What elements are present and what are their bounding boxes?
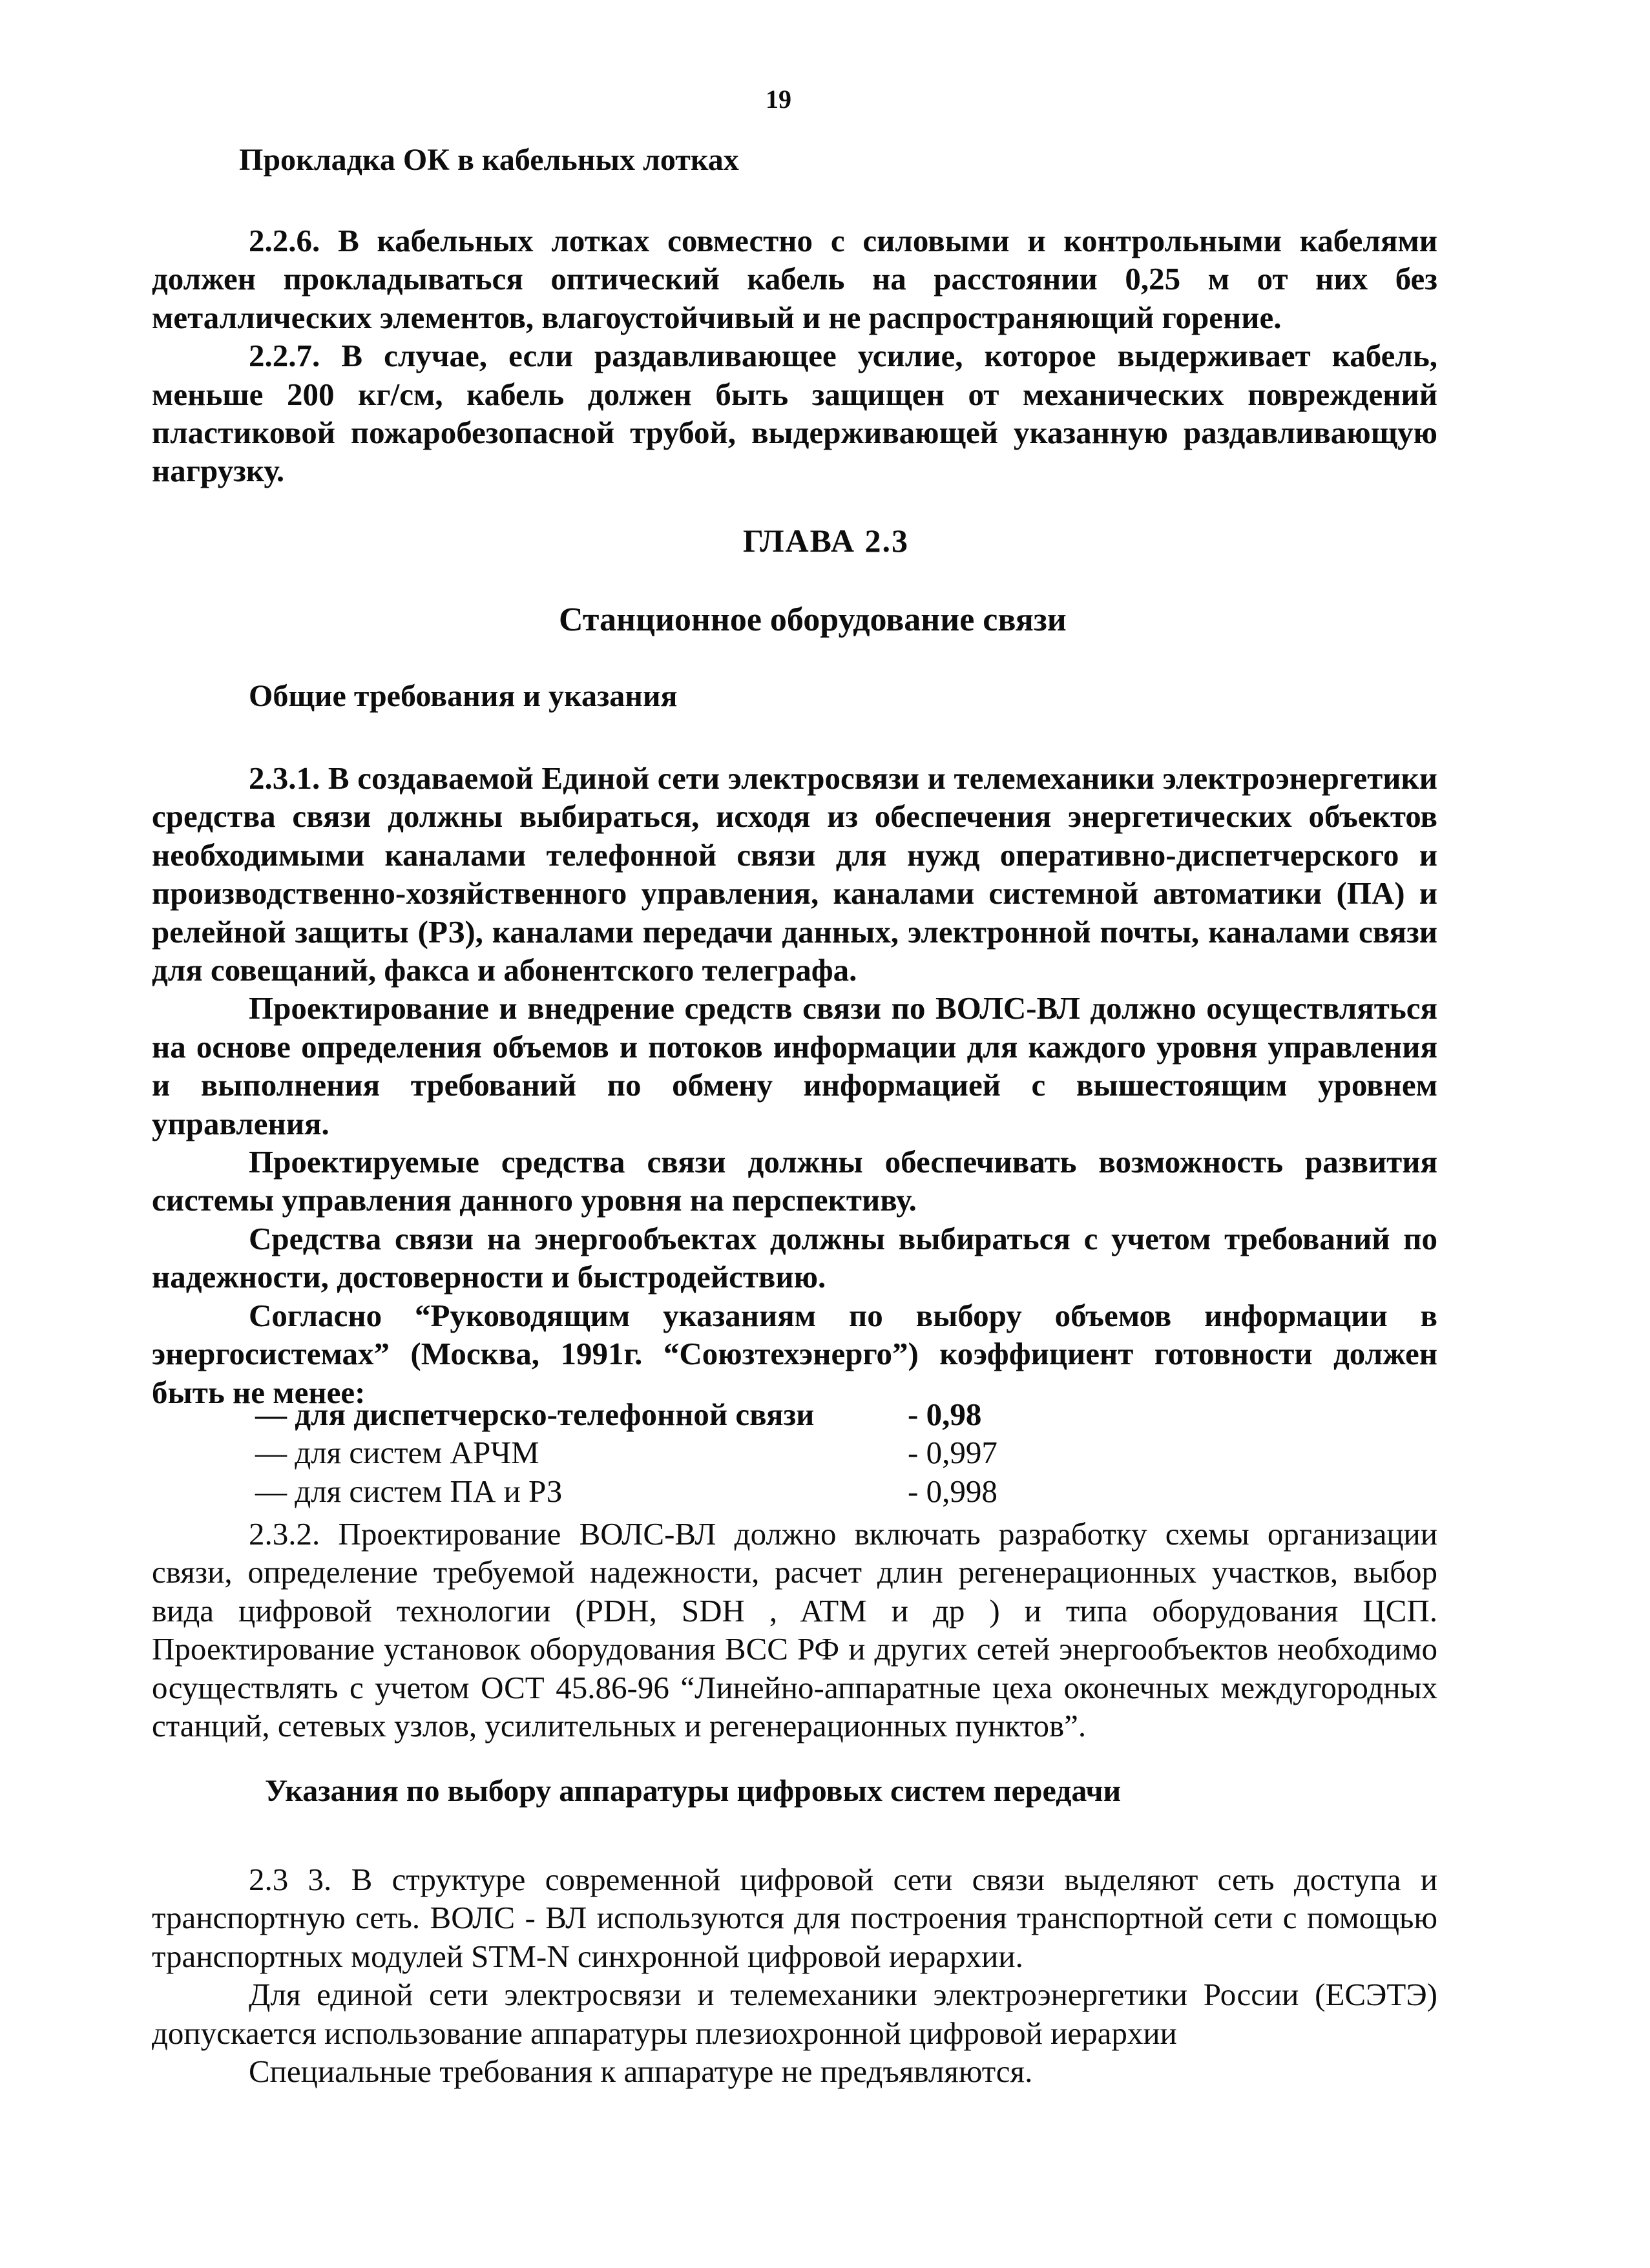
section-general-body (152, 759, 1437, 1411)
requirement-value: - 0,997 (908, 1435, 997, 1471)
section-heading-cable-trays: Прокладка ОК в кабельных лотках (239, 143, 739, 177)
paragraph-2-3-3: 2.3 3. В структуре современной цифровой сети связи выделяют сеть доступа и транспортную сеть. ВОЛС - ВЛ используются для построения транспортной сети с помощью транспортных модулей STM-N синхронной цифровой иерархии. (152, 1862, 1437, 1974)
section-equipment-selection-body (152, 1860, 1437, 2090)
list-item (255, 1395, 1095, 1433)
paragraph-development: Проектируемые средства связи должны обеспечивать возможность развития системы управления данного уровня на перспективу. (152, 1144, 1437, 1218)
availability-requirements-list (255, 1395, 1095, 1510)
chapter-label: ГЛАВА 2.3 (743, 523, 909, 559)
list-item (255, 1433, 1095, 1472)
requirement-label: — для систем ПА и РЗ (255, 1473, 563, 1509)
paragraph-design-implementation: Проектирование и внедрение средств связи по ВОЛС-ВЛ должно осуществляться на основе определения объемов и потоков информации для каждого уровня управления и выполнения требований по обмену информацией с вышестоящим уровнем управления. (152, 990, 1437, 1141)
page-number: 19 (766, 85, 791, 114)
requirement-label: — для диспетчерско-телефонной связи (255, 1397, 815, 1432)
paragraph-availability: Согласно “Руководящим указаниям по выбору объемов информации в энергосистемах” (Москва, 1991г. “Союзтехэнерго”) коэффициент готовности должен быть не менее: (152, 1297, 1437, 1410)
paragraph-esete: Для единой сети электросвязи и телемеханики электроэнергетики России (ЕСЭТЭ) допускается использование аппаратуры плезиохронной цифровой иерархии (152, 1977, 1437, 2051)
section-cable-trays-body (152, 222, 1437, 490)
paragraph-2-3-1: 2.3.1. В создаваемой Единой сети электросвязи и телемеханики электроэнергетики средства связи должны выбираться, исходя из обеспечения энергетических объектов необходимыми каналами телефонной связи для нужд оперативно-диспетчерского и производственно-хозяйственного управления, каналами системной автоматики (ПА) и релейной защиты (РЗ), каналами передачи данных, электронной почты, каналами связи для совещаний, факса и абонентского телеграфа. (152, 760, 1437, 988)
section-heading-general: Общие требования и указания (249, 679, 678, 713)
chapter-title: Станционное оборудование связи (559, 601, 1067, 638)
paragraph-reliability: Средства связи на энергообъектах должны выбираться с учетом требований по надежности, достоверности и быстродействию. (152, 1220, 1437, 1295)
list-item (255, 1472, 1095, 1510)
section-heading-equipment-selection: Указания по выбору аппаратуры цифровых систем передачи (265, 1774, 1122, 1808)
paragraph-2-2-6: 2.2.6. В кабельных лотках совместно с силовыми и контрольными кабелями должен прокладываться оптический кабель на расстоянии 0,25 м от них без металлических элементов, влагоустойчивый и не распространяющий горение. (152, 223, 1437, 335)
paragraph-special-requirements: Специальные требования к аппаратуре не предъявляются. (249, 2054, 1033, 2090)
requirement-value: - 0,998 (908, 1473, 997, 1509)
requirement-value: - 0,98 (908, 1397, 982, 1432)
section-general-body-continued (152, 1515, 1437, 1745)
paragraph-2-2-7: 2.2.7. В случае, если раздавливающее усилие, которое выдерживает кабель, меньше 200 кг/см, кабель должен быть защищен от механических повреждений пластиковой пожаробезопасной трубой, выдерживающей указанную раздавливающую нагрузку. (152, 338, 1437, 489)
requirement-label: — для систем АРЧМ (255, 1435, 539, 1471)
paragraph-2-3-2: 2.3.2. Проектирование ВОЛС-ВЛ должно включать разработку схемы организации связи, определение требуемой надежности, расчет длин регенерационных участков, выбор вида цифровой технологии (PDH, SDH , ATM и др ) и типа оборудования ЦСП. Проектирование установок оборудования ВСС РФ и других сетей энергообъектов необходимо осуществлять с учетом ОСТ 45.86-96 “Линейно-аппаратные цеха оконечных междугородных станций, сетевых узлов, усилительных и регенерационных пунктов”. (152, 1516, 1437, 1744)
